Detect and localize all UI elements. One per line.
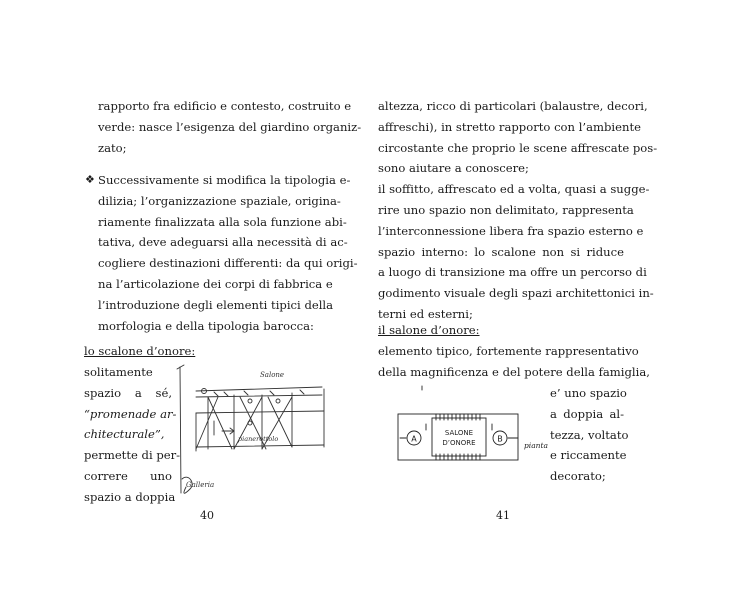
plan-label-pianta: pianta <box>524 441 548 450</box>
text-line: “promenade ar- <box>84 406 177 421</box>
section-heading-salone: il salone d’onore: <box>378 323 480 337</box>
text-line: rapporto fra edificio e contesto, costruito e <box>98 99 352 113</box>
text-line: della magnificenza e del potere della famiglia, <box>378 364 650 379</box>
text-line: spazio a doppia <box>84 489 176 504</box>
text-line: Successivamente si modifica la tipologia e- <box>98 173 351 187</box>
text-line: a luogo di transizione ma offre un percorso di <box>378 265 647 280</box>
plan-label-salone: SALONE <box>444 429 474 437</box>
right-section-intro <box>378 341 650 383</box>
text-line: verde: nasce l’esigenza del giardino organiz- <box>98 119 362 134</box>
text-line: altezza, ricco di particolari (balaustre, decori, <box>378 99 648 113</box>
text-line: e riccamente <box>550 448 627 463</box>
text-line: rire uno spazio non delimitato, rappresenta <box>378 202 634 217</box>
text-line: na l’articolazione dei corpi di fabbrica e <box>98 276 333 291</box>
text-line: affreschi), in stretto rapporto con l’ambiente <box>378 119 641 134</box>
text-line: zato; <box>98 140 127 155</box>
text-line: correre uno <box>84 468 172 483</box>
text-line: elemento tipico, fortemente rappresentativo <box>378 344 639 358</box>
section-heading-scalone: lo scalone d’onore: <box>84 344 196 358</box>
text-line: terni ed esterni; <box>378 306 473 321</box>
salone-plan-sketch <box>392 384 548 472</box>
text-line: cogliere destinazioni differenti: da qui origi- <box>98 256 358 271</box>
left-top-paragraph <box>98 96 362 158</box>
text-line: morfologia e della tipologia barocca: <box>98 318 314 333</box>
right-page <box>368 0 736 609</box>
text-line: tezza, voltato <box>550 427 629 442</box>
right-section-side <box>550 383 629 487</box>
text-line: l’interconnessione libera fra spazio esterno e <box>378 223 644 238</box>
text-line: solitamente <box>84 365 153 379</box>
text-line: a doppia al- <box>550 406 624 421</box>
plan-label-donore: D’ONORE <box>442 439 476 447</box>
page-number: 41 <box>496 509 510 522</box>
sketch-note-salone: Salone <box>260 371 285 379</box>
text-line: riamente finalizzata alla sola funzione abi- <box>98 214 347 229</box>
page-number: 40 <box>200 509 214 522</box>
text-line: tativa, deve adeguarsi alla necessità di ac- <box>98 235 348 250</box>
text-line: chitecturale”, <box>84 427 165 442</box>
text-line: e’ uno spazio <box>550 386 627 400</box>
text-line: permette di per- <box>84 448 181 463</box>
staircase-sketch <box>174 361 336 497</box>
text-line: godimento visuale degli spazi architettonici in- <box>378 286 654 301</box>
text-line: spazio a sé, <box>84 385 172 400</box>
left-section-paragraph <box>84 362 181 508</box>
bullet-icon: ❖ <box>85 173 95 186</box>
text-line: circostante che proprio le scene affrescate pos- <box>378 140 658 155</box>
left-bullet-paragraph <box>98 170 358 336</box>
right-top-paragraph <box>378 96 658 325</box>
sketch-note-galleria: Galleria <box>186 481 215 489</box>
text-line: sono aiutare a conoscere; <box>378 161 529 176</box>
text-line: il soffitto, affrescato ed a volta, quasi a sugge- <box>378 182 650 197</box>
text-line: decorato; <box>550 469 606 484</box>
text-line: l’introduzione degli elementi tipici della <box>98 297 334 312</box>
text-line: dilizia; l’organizzazione spaziale, origina- <box>98 193 341 208</box>
text-line: spazio interno: lo scalone non si riduce <box>378 244 624 259</box>
plan-label-a: A <box>411 434 417 444</box>
plan-label-b: B <box>497 434 503 444</box>
sketch-note-pianerottolo: pianerottolo <box>238 435 279 443</box>
